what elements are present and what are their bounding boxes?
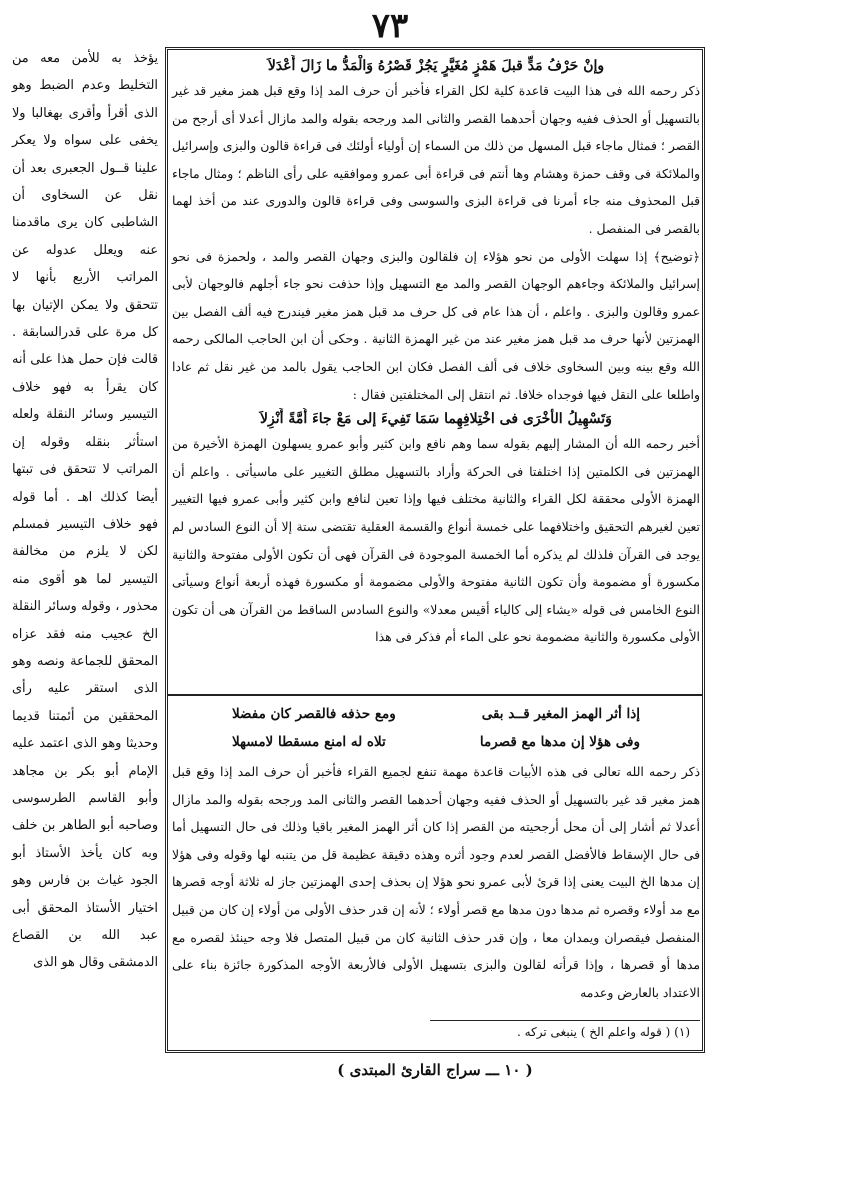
poem-row: [172, 700, 700, 728]
poem-block: [172, 700, 700, 756]
poem-row: [172, 728, 700, 756]
paragraph-commentary-1: ذكر رحمه الله فى هذا البيت قاعدة كلية لكل القراء فأخبر أن حرف المد إذا وقع قبل همز مغير قد غير بالتسهيل أو الحذف ففيه وجهان أحدهما القصر والثانى المد ورجحه بقوله والمد مازال أعدلا أى أرجح من القصر ؛ فمثال ماجاء قبل المسهل من ذلك من السماء إن أولياء أولئك فى قراءة قالون والبزى وإسرائيل والملائكة فى وقف حمزة وهشام وها أنتم فى قراءة أبى عمرو وموافقيه على رأى الناظم ؛ ومثال ماجاء قبل المحذوف منه جاء أمرنا فى قراءة البزى والسوسى وفى قراءة قالون والدورى عند من أخذ لهما بالقصر فى المنفصل .: [172, 83, 700, 236]
paragraph-clarification: ﴿توضيح﴾ إذا سهلت الأولى من نحو هؤلاء إن فلقالون والبزى وجهان القصر والمد ، ولحمزة فى نحو إسرائيل والملائكة وجاءهم الوجهان القصر والمد مع التسهيل وإذا حذفت نحو جاء أجلهم فالوجهان لأبى عمرو وقالون والبزى . واعلم ، أن هذا عام فى كل حرف مد قبل همز مغير فيندرج فيه ألف الفصل بين الهمزتين لأنها حرف مد قبل همز مغير عند من غير الهمزة الثانية . وحكى أن ابن الحاجب المالكى رحمه الله وقع بينه وبين السخاوى خلاف فى ألف الفصل فكان ابن الحاجب يقول بالمد من غير نقل ثم عادا واطلعا على النقل فيها فوجداه خلافا. ثم انتقل إلى المختلفتين فقال :: [172, 248, 700, 402]
poem-hemistich-right: إذا أثر الهمز المغير قــد بقى: [481, 706, 640, 722]
margin-text: يؤخذ به للأمن معه من التخليط وعدم الضبط وهو الذى أقرأ وأقرى بهغالبا ولا يخفى على سواه ولا يعكر علينا قــول الجعبرى بعد أن نقل عن السخاوى أن الشاطبى كان يرى ماقدمنا عنه ويعلل عدوله عن المراتب الأربع بأنها لا تتحقق ولا يمكن الإتيان بها كل مرة على قدرالسابقة . قالت فإن حمل هذا على أنه كان يقرأ به فهو خلاف التيسير وسائر النقلة ولعله استأثر بنقله وقوله إن المراتب لا تتحقق فى تبتها أيضا كذلك اهـ . أما قوله فهو خلاف التيسير فمسلم لكن لا يلزم من مخالفة التيسير لما هو أقوى منه محذور ، وقوله وسائر النقلة الخ عجيب منه فقد عزاه المحقق للجماعة ونصه وهو الذى استقر عليه رأى المحققين من أئمتنا قديما وحديثا وهو الذى اعتمد عليه الإمام أبو بكر بن مجاهد وأبو القاسم الطرسوسى وصاحبه أبو الطاهر بن خلف وبه كان يأخذ الأستاذ أبو الجود غياث بن فارس وهو اختيار الأستاذ المحقق أبى عبد الله بن القصاع الدمشقى وقال هو الذى: [12, 51, 158, 971]
poem-hemistich-right: وفى هؤلا إن مدها مع قصرما: [479, 734, 640, 750]
poem-hemistich-left: تلاه له امنع مسقطا لامسهلا: [232, 734, 386, 750]
page-number: ٧٣: [371, 6, 409, 46]
poem-hemistich-left: ومع حذفه فالقصر كان مفضلا: [232, 706, 396, 722]
page-footer: ( ١٠ ـــ سراج القارئ المبتدى ): [337, 1061, 533, 1079]
footnote: (١) ( قوله واعلم الخ ) ينبغى تركه .: [516, 1025, 690, 1039]
footnote-divider: [430, 1020, 700, 1021]
paragraph-commentary-2: أخبر رحمه الله أن المشار إليهم بقوله سما وهم نافع وابن كثير وأبو عمرو يسهلون الهمزة الأخيرة من الهمزتين فى الكلمتين إذا اختلفتا فى الحركة وأراد بالتسهيل مطلق التغيير على ماسيأتى . واعلم أن الهمزة الأولى محققة لكل القراء والثانية مختلف فيها وإذا تعين لنافع وابن كثير وأبى عمرو فيها التغيير تعين لغيرهم التحقيق واختلافهما على خمسة أنواع والقسمة العقلية تقتضى ستة إلا أن النوع السادس لم يوجد فى القرآن فلذلك لم يذكره أما الخمسة الموجودة فى القرآن فهى أن تكون الأولى مفتوحة والثانية مكسورة أو مضمومة وأن تكون الثانية مفتوحة والأولى مضمومة أو مكسورة فهذه أربعة أنواع وسيأتى النوع الخامس فى قوله «يشاء إلى كالياء أقيس معدلا» والنوع السادس الساقط من القرآن هى أن تكون الأولى مكسورة والثانية مضمومة نحو على الماء أم فذكر فى هذا: [172, 436, 700, 645]
main-column: [172, 55, 700, 651]
section-divider: [168, 694, 702, 696]
verse-top: وإنْ حَرْفُ مَدٍّ قبلَ هَمْزٍ مُغَيَّرٍ يَجُزْ قَصْرُهُ وَالْمَدُّ ما زَالَ أَعْدَلاَ: [267, 58, 605, 74]
verse-middle: وَتَسْهِيلُ الأُخْرَى فى اخْتِلافِهِما سَمَا تَفِيءَ إلى مَعْ جاءَ أُمَّةً أَنْزِلاَ: [260, 411, 612, 428]
margin-column: [12, 45, 158, 977]
section-two: [172, 758, 700, 1006]
paragraph-section-two: ذكر رحمه الله تعالى فى هذه الأبيات قاعدة مهمة تنفع لجميع القراء فأخبر أن حرف المد إذا وقع قبل همز مغير قد غير بالتسهيل أو الحذف ففيه وجهان أحدهما القصر والثانى المد ورجحه بقوله والمد مازال أعدلا ثم أشار إلى أن محل أرجحيته من القصر إذا كان أثر الهمز المغير باقيا وذلك فى حال التسهيل أما فى حال الإسقاط فالأفضل القصر لعدم وجود أثره وهذه دقيقة عظيمة قل من يتنبه لها وقوله وفى هؤلا إن مدها الخ البيت يعنى إذا قرئ لأبى عمرو نحو هؤلا إن بحذف إحدى الهمزتين جاز له ثلاثة أوجه قصرها مع مد أولاء وقصره ثم مدها دون مدها مع قصر أولاء ؛ لأنه إن قدر حذف الأولى من أولاء إن كان من قبيل المنفصل فيقصران ويمدان معا ، وإن قدر حذف الثانية كان من قبيل المتصل فلا وجه حينئذ لقصره مع مدها أو قصرها ، وإذا قرأته لقالون والبزى بتسهيل الأولى فالأربعة الأوجه المذكورة جائزة بناء على الاعتداد بالعارض وعدمه: [172, 764, 700, 1000]
